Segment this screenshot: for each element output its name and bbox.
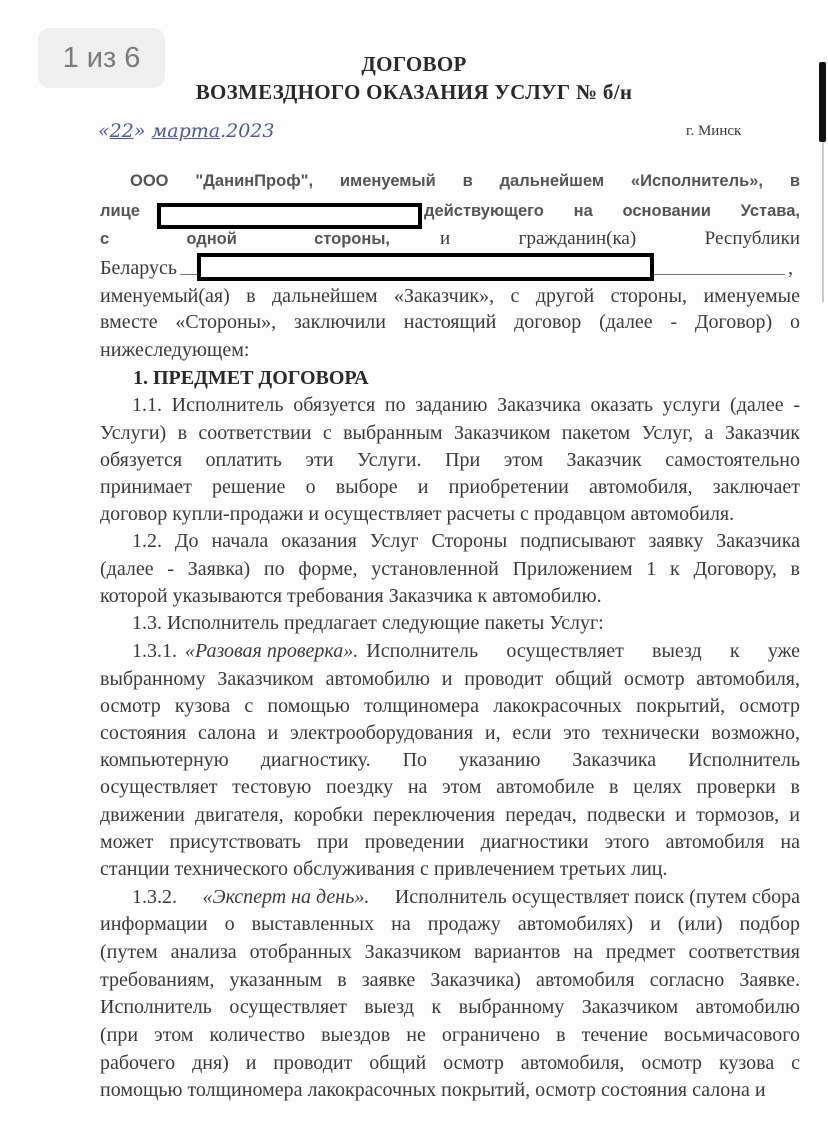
intro-line-4a: Беларусь [100, 257, 177, 279]
clause-1-3-2-line: требованиям, указанным в заявке Заказчика) автомобиля согласно Заявке. [100, 969, 800, 991]
clause-1-3-1-line: станции технического обслуживания с привлечением третьих лиц. [100, 858, 668, 880]
section-1-heading: 1. ПРЕДМЕТ ДОГОВОРА [133, 367, 369, 389]
intro-line-3 [100, 228, 800, 250]
intro-line-6: вместе «Стороны», заключили настоящий договор (далее - Договор) о [100, 311, 800, 333]
package-name: «Разовая проверка». [185, 640, 359, 662]
clause-number: 1.3.1. [132, 640, 177, 662]
clause-1-3-2-line [132, 886, 800, 908]
intro-line-2a: лице [100, 202, 140, 220]
clause-1-1-line: обязуется оплатить эти Услуги. При этом Заказчик самостоятельно [100, 449, 800, 471]
clause-1-3-line: 1.3. Исполнитель предлагает следующие пакеты Услуг: [132, 612, 604, 634]
clause-1-3-2-line: рабочего дня) и проводит общий осмотр автомобиля, осмотр кузова с [100, 1052, 800, 1074]
clause-1-3-2-line: помощью толщиномера лакокрасочных покрытий, осмотр состояния салона и [100, 1079, 766, 1101]
intro-line-3b: и гражданин(ка) Республики [440, 228, 800, 249]
intro-line-7: нижеследующем: [100, 339, 250, 361]
clause-1-3-1-line: осуществляет тестовую поездку на этом автомобиле в целях проверки в [100, 776, 800, 798]
document-subtitle: ВОЗМЕЗДНОГО ОКАЗАНИЯ УСЛУГ № б/н [195, 80, 633, 104]
handwritten-date [98, 120, 274, 142]
intro-line-3a: с одной стороны, [100, 230, 390, 248]
clause-text: Исполнитель осуществляет выезд к уже [366, 640, 800, 662]
clause-1-3-2-line: (при этом количество выездов не ограничено в течение восьмичасового [100, 1024, 800, 1046]
date-day: 22 [109, 120, 134, 142]
intro-line-1: ООО "ДанинПроф", именуемый в дальнейшем «Исполнитель», в [130, 172, 800, 190]
document-title: ДОГОВОР [361, 52, 467, 76]
redaction-box [157, 203, 422, 229]
clause-1-3-1-line: состояния салона и электрооборудования и, если это технически возможно, [100, 722, 800, 744]
scrollbar-track[interactable] [822, 142, 824, 302]
city: г. Минск [686, 123, 742, 139]
page-indicator-text: 1 из 6 [62, 41, 141, 74]
intro-line-2b: действующего на основании Устава, [424, 202, 800, 220]
clause-number: 1.3.2. [132, 886, 177, 908]
clause-1-2-line: 1.2. До начала оказания Услуг Стороны подписывают заявку Заказчика [132, 530, 800, 552]
package-name: «Эксперт на день». [202, 886, 370, 908]
clause-1-3-1-line [132, 640, 800, 662]
intro-line-5: именуемый(ая) в дальнейшем «Заказчик», с другой стороны, именуемые [100, 285, 800, 307]
date-quote-open: « [98, 120, 110, 142]
clause-1-3-1-line: осмотр кузова с помощью толщиномера лакокрасочных покрытий, осмотр [100, 695, 800, 717]
clause-1-1-line: Услуги) в соответствии с выбранным Заказчиком пакетом Услуг, а Заказчик [100, 422, 800, 444]
clause-1-1-line: договор купли-продажи и осуществляет расчеты с продавцом автомобиля. [100, 503, 735, 525]
clause-1-3-2-line: Исполнитель осуществляет выезд к выбранному Заказчиком автомобилю [100, 996, 800, 1018]
clause-1-3-1-line: компьютерную диагностику. По указанию Заказчика Исполнитель [100, 749, 800, 771]
clause-1-2-line: (далее - Заявка) по форме, установленной Приложением 1 к Договору, в [100, 558, 800, 580]
clause-1-1-line: принимает решение о выборе и приобретении автомобиля, заключает [100, 476, 800, 498]
date-year: .2023 [220, 120, 275, 142]
clause-1-3-1-line: выбранному Заказчиком автомобилю и проводит общий осмотр автомобиля, [100, 668, 800, 690]
clause-1-3-1-line: движении двигателя, коробки переключения передач, подвески и тормозов, и [100, 804, 800, 826]
redaction-box [197, 253, 654, 281]
clause-1-3-2-line: информации о выставленных на продажу автомобилях) и (или) подбор [100, 913, 800, 935]
clause-1-3-1-line: может присутствовать при проведении диагностики этого автомобиля на [100, 831, 800, 853]
clause-text: Исполнитель осуществляет поиск (путем сбора [394, 886, 800, 908]
clause-1-3-2-line: (путем анализа отобранных Заказчиком вариантов на предмет соответствия [100, 941, 800, 963]
intro-line-4b: , [788, 257, 793, 279]
date-month: марта [151, 120, 221, 142]
date-quote-close: » [133, 120, 146, 142]
clause-1-2-line: которой указываются требования Заказчика к автомобилю. [100, 585, 602, 607]
clause-1-1-line: 1.1. Исполнитель обязуется по заданию Заказчика оказать услуги (далее - [132, 394, 800, 416]
